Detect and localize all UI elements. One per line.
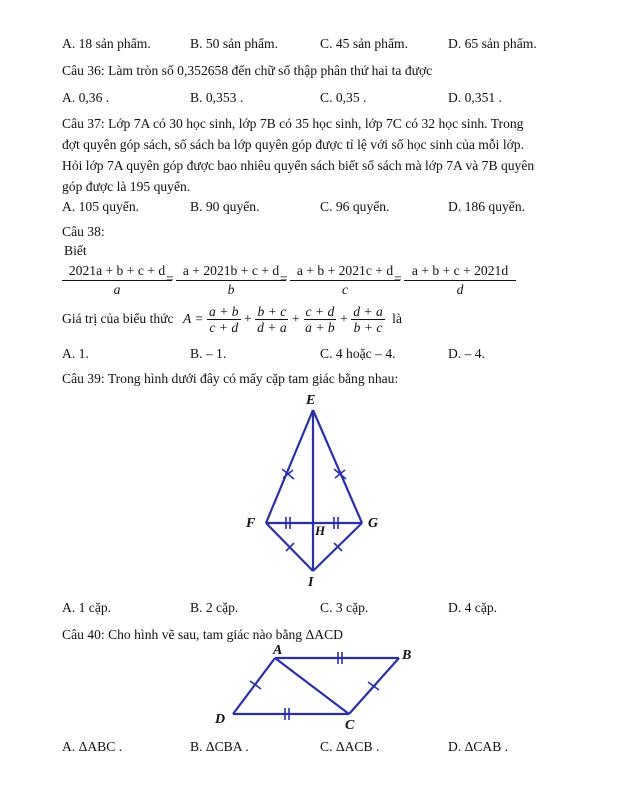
label-f: F bbox=[246, 516, 256, 531]
eq-f3-denominator: c bbox=[341, 282, 349, 297]
q38-intro: Biết bbox=[64, 243, 87, 258]
q40-option-d: D. ΔCAB . bbox=[448, 739, 509, 754]
q37-option-c: C. 96 quyển. bbox=[320, 199, 390, 214]
segment-da bbox=[233, 658, 275, 714]
q35-option-c: C. 45 sản phẩm. bbox=[320, 36, 408, 51]
expr-plus-2: + bbox=[292, 311, 300, 326]
eq-sign-3: = bbox=[394, 271, 402, 286]
label-d: D bbox=[215, 712, 226, 727]
expr-plus-1: + bbox=[243, 311, 252, 326]
q35-option-d: D. 65 sản phẩm. bbox=[448, 36, 537, 51]
eq-fraction-1 bbox=[62, 262, 172, 299]
q37-line-1: Câu 37: Lớp 7A có 30 học sinh, lớp 7B có 35 học sinh, lớp 7C có 32 học sinh. Trong bbox=[62, 116, 524, 131]
expr-t2-denominator: d + a bbox=[257, 320, 287, 336]
q38-suffix: là bbox=[392, 311, 402, 326]
q38-option-a: A. 1. bbox=[62, 346, 89, 361]
eq-sign-1: = bbox=[166, 271, 174, 286]
expr-term-3 bbox=[303, 304, 337, 335]
label-h: H bbox=[315, 523, 326, 538]
q40-question: Câu 40: Cho hình vẽ sau, tam giác nào bằng ΔACD bbox=[62, 627, 343, 642]
eq-f1-denominator: a bbox=[113, 282, 121, 297]
q40-options bbox=[62, 739, 562, 757]
q39-options bbox=[62, 600, 562, 618]
segment-eg bbox=[313, 410, 362, 523]
q38-expr-lhs: A = bbox=[182, 311, 204, 326]
q39-option-d: D. 4 cặp. bbox=[448, 600, 498, 615]
expr-term-4 bbox=[351, 304, 385, 335]
expr-t4-denominator: b + c bbox=[353, 320, 383, 336]
q39-option-b: B. 2 cặp. bbox=[190, 600, 239, 615]
q38-options bbox=[62, 346, 562, 364]
q40-option-c: C. ΔACB . bbox=[320, 739, 380, 754]
parallelogram-tick-marks bbox=[250, 652, 379, 720]
label-e: E bbox=[306, 393, 316, 408]
q37-line-3: Hỏi lớp 7A quyên góp được bao nhiêu quyển sách biết số sách mà lớp 7A và 7B quyên bbox=[62, 158, 535, 173]
expr-t1-denominator: c + d bbox=[209, 320, 239, 336]
q35-option-b: B. 50 sản phẩm. bbox=[190, 36, 278, 51]
q38-equation bbox=[62, 262, 562, 302]
q40-parallelogram-figure bbox=[205, 643, 425, 735]
label-c: C bbox=[345, 718, 355, 733]
q37-option-b: B. 90 quyển. bbox=[190, 199, 260, 214]
eq-f3-numerator: a + b + 2021c + d bbox=[290, 262, 400, 281]
q38-prompt: Giá trị của biểu thức bbox=[62, 311, 174, 326]
q39-question: Câu 39: Trong hình dưới đây có mấy cặp tam giác bằng nhau: bbox=[62, 371, 399, 386]
q37-option-a: A. 105 quyển. bbox=[62, 199, 140, 214]
eq-fraction-4 bbox=[404, 262, 516, 299]
q37-options bbox=[62, 199, 562, 217]
q38-option-b: B. – 1. bbox=[190, 346, 227, 361]
segment-ac bbox=[275, 658, 349, 714]
expr-t3-denominator: a + b bbox=[305, 320, 335, 336]
q35-option-a: A. 18 sản phẩm. bbox=[62, 36, 151, 51]
segment-ef bbox=[266, 410, 313, 523]
eq-f4-denominator: d bbox=[456, 282, 464, 297]
eq-fraction-3 bbox=[290, 262, 400, 299]
expr-term-1 bbox=[207, 304, 241, 335]
eq-f2-numerator: a + 2021b + c + d bbox=[176, 262, 286, 281]
q40-option-b: B. ΔCBA . bbox=[190, 739, 249, 754]
q38-option-c: C. 4 hoặc – 4. bbox=[320, 346, 396, 361]
q36-option-b: B. 0,353 . bbox=[190, 90, 244, 105]
label-i: I bbox=[308, 575, 314, 590]
q37-line-2: đợt quyên góp sách, số sách ba lớp quyên góp được tỉ lệ với số học sinh của mỗi lớp. bbox=[62, 137, 525, 152]
q37-option-d: D. 186 quyển. bbox=[448, 199, 526, 214]
q38-option-d: D. – 4. bbox=[448, 346, 486, 361]
q36-option-a: A. 0,36 . bbox=[62, 90, 110, 105]
label-b: B bbox=[402, 648, 412, 663]
expr-t4-numerator: d + a bbox=[353, 304, 383, 320]
expr-plus-3: + bbox=[340, 311, 348, 326]
q36-options bbox=[62, 90, 562, 108]
label-a: A bbox=[273, 643, 283, 658]
q37-line-4: góp được là 195 quyển. bbox=[62, 179, 191, 194]
expr-t2-numerator: b + c bbox=[257, 304, 287, 320]
expr-t1-numerator: a + b bbox=[209, 304, 239, 320]
q38-expression-line bbox=[62, 304, 402, 335]
expr-term-2 bbox=[255, 304, 289, 335]
q39-kite-figure bbox=[230, 388, 400, 593]
eq-sign-2: = bbox=[280, 271, 288, 286]
q37-question bbox=[62, 113, 567, 197]
expr-t3-numerator: c + d bbox=[305, 304, 335, 320]
q36-question: Câu 36: Làm tròn số 0,352658 đến chữ số thập phân thứ hai ta được bbox=[62, 63, 433, 78]
q39-option-a: A. 1 cặp. bbox=[62, 600, 112, 615]
eq-fraction-2 bbox=[176, 262, 286, 299]
q39-option-c: C. 3 cặp. bbox=[320, 600, 369, 615]
eq-f4-numerator: a + b + c + 2021d bbox=[404, 262, 516, 281]
q40-option-a: A. ΔABC . bbox=[62, 739, 123, 754]
eq-f2-denominator: b bbox=[227, 282, 235, 297]
q36-option-d: D. 0,351 . bbox=[448, 90, 502, 105]
q36-option-c: C. 0,35 . bbox=[320, 90, 367, 105]
q38-title: Câu 38: bbox=[62, 224, 105, 239]
label-g: G bbox=[368, 516, 379, 531]
q35-options bbox=[62, 36, 562, 54]
eq-f1-numerator: 2021a + b + c + d bbox=[62, 262, 172, 281]
